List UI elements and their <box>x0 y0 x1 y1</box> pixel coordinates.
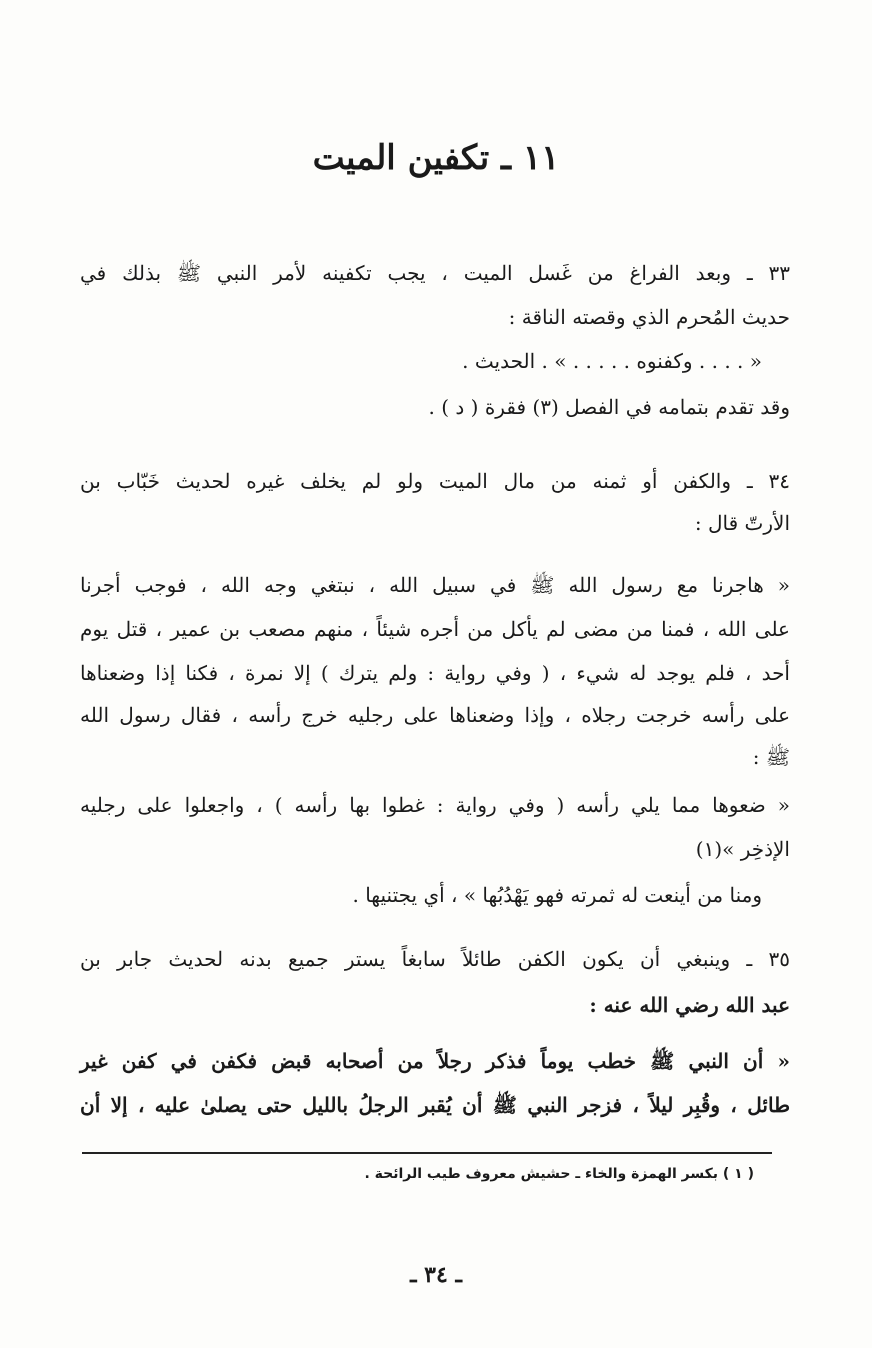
p34-line-5: أحد ، فلم يوجد له شيء ، ( وفي رواية : ولم يترك ) إلا نمرة ، فكنا إذا وضعناها <box>80 661 790 685</box>
footnote-divider <box>82 1152 772 1154</box>
p35-line-2: عبد الله رضي الله عنه : <box>589 993 790 1017</box>
p34-line-6: على رأسه خرجت رجلاه ، وإذا وضعناها على رجليه خرج رأسه ، فقال رسول الله <box>80 703 791 727</box>
p34-line-4: على الله ، فمنا من مضى لم يأكل من أجره شيئاً ، منهم مصعب بن عمير ، قتل يوم <box>80 617 790 641</box>
p33-line-2: حديث المُحرم الذي وقصته الناقة : <box>508 305 790 329</box>
p34-line-9: الإذخِر »(١) <box>695 837 790 861</box>
p34-line-8: « ضعوها مما يلي رأسه ( وفي رواية : غطوا بها رأسه ) ، واجعلوا على رجليه <box>80 793 790 817</box>
p34-line-2: الأرتّ قال : <box>694 511 790 535</box>
p34-line-7: ﷺ : <box>752 745 790 769</box>
p35-line-1: ٣٥ ـ وينبغي أن يكون الكفن طائلاً سابغاً يستر جميع بدنه لحديث جابر بن <box>80 947 790 971</box>
p35-line-3: « أن النبي ﷺ خطب يوماً فذكر رجلاً من أصحابه قبض فكفن في كفن غير <box>80 1049 790 1073</box>
p34-line-3: « هاجرنا مع رسول الله ﷺ في سبيل الله ، نبتغي وجه الله ، فوجب أجرنا <box>80 573 790 597</box>
p34-line-10: ومنا من أينعت له ثمرته فهو يَهْدُبُها » ، أي يجتنيها . <box>352 883 762 907</box>
p33-line-3: « . . . . وكفنوه . . . . . » . الحديث . <box>462 349 762 373</box>
p35-line-4: طائل ، وقُبِر ليلاً ، فزجر النبي ﷺ أن يُقبر الرجلُ بالليل حتى يصلىٰ عليه ، إلا أن <box>80 1093 790 1117</box>
chapter-title: ١١ ـ تكفين الميت <box>312 138 560 178</box>
footnote: ( ١ ) بكسر الهمزة والخاء ـ حشيش معروف طيب الرائحة . <box>364 1166 754 1182</box>
page-number: ـ ٣٤ ـ <box>410 1262 462 1288</box>
p33-line-1: ٣٣ ـ وبعد الفراغ من غَسل الميت ، يجب تكفينه لأمر النبي ﷺ بذلك في <box>80 261 790 285</box>
p34-line-1: ٣٤ ـ والكفن أو ثمنه من مال الميت ولو لم يخلف غيره لحديث خَبّاب بن <box>80 469 790 493</box>
p33-line-4: وقد تقدم بتمامه في الفصل (٣) فقرة ( د ) . <box>428 395 790 419</box>
